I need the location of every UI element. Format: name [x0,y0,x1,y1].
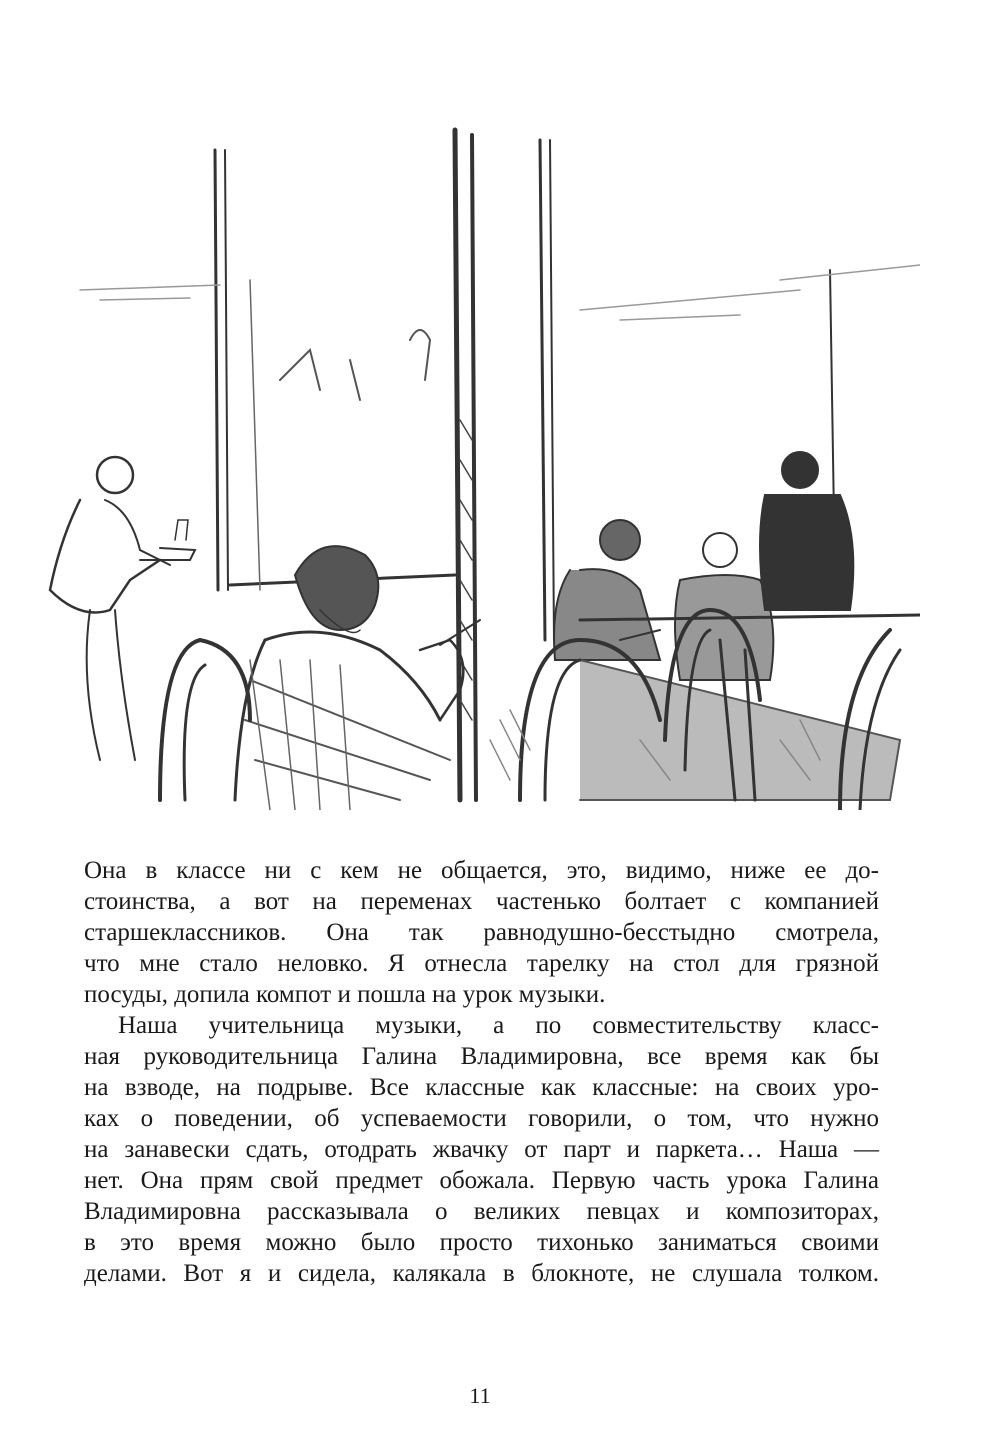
text-line: Владимировна рассказывала о великих певцах и композиторах, [84,1198,879,1225]
text-line: нет. Она прям свой предмет обожала. Первую часть урока Галина [84,1167,879,1194]
text-line: Наша учительница музыки, а по совместительству класс- [118,1012,879,1039]
text-line: ках о поведении, об успеваемости говорили, о том, что нужно [84,1105,879,1132]
text-line: ная руководительница Галина Владимировна, все время как бы [84,1043,879,1070]
text-line: Она в классе ни с кем не общается, это, видимо, ниже ее до- [84,857,879,884]
text-line: делами. Вот я и сидела, калякала в блокноте, не слушала толком. [84,1260,879,1287]
body-text [84,855,879,1289]
cafeteria-sketch-icon [20,120,920,810]
text-line: на взводе, на подрыве. Все классные как классные: на своих уро- [84,1074,879,1101]
text-line: посуды, допила компот и пошла на урок музыки. [84,981,606,1008]
text-line: на занавески сдать, отодрать жвачку от парт и паркета… Наша — [84,1136,879,1163]
text-line: что мне стало неловко. Я отнесла тарелку на стол для грязной [84,950,879,977]
text-line: в это время можно было просто тихонько заниматься своими [84,1229,879,1256]
paragraph [84,1010,879,1289]
paragraph [84,855,879,1010]
page-number: 11 [469,1383,491,1408]
text-line: стоинства, а вот на переменах частенько болтает с компанией [84,888,879,915]
text-line: старшеклассников. Она так равнодушно-бесстыдно смотрела, [84,919,879,946]
